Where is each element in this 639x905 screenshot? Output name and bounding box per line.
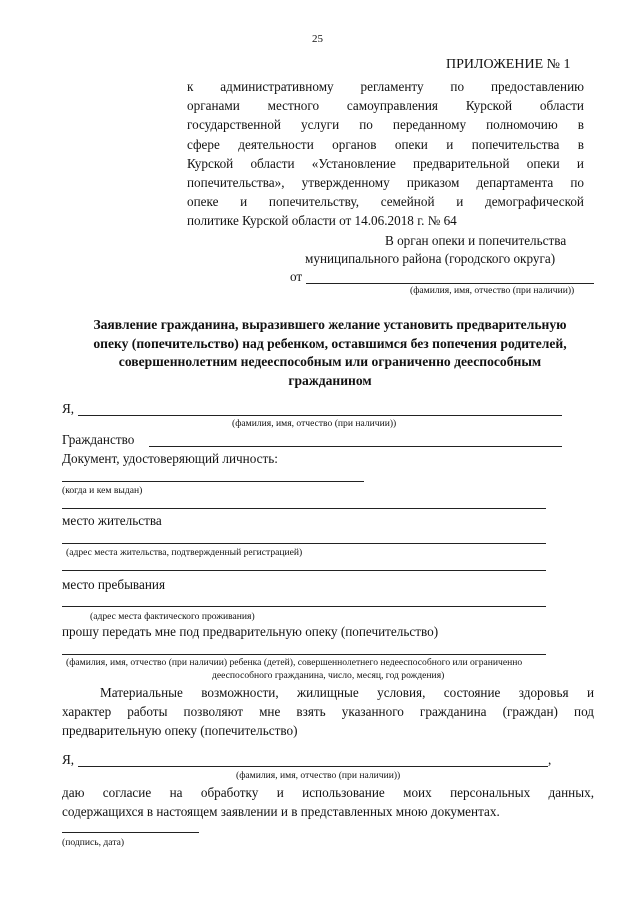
appendix-line: опеке и попечительству, семейной и демографической bbox=[187, 194, 584, 210]
consent-name-field[interactable] bbox=[78, 766, 548, 767]
consent-comma: , bbox=[548, 752, 552, 767]
material-line: предварительную опеку (попечительство) bbox=[62, 723, 298, 739]
ward-field[interactable] bbox=[62, 654, 546, 655]
ward-hint-line1: (фамилия, имя, отчество (при наличии) ребенка (детей), совершеннолетнего недееспособного или ограниченно bbox=[66, 657, 523, 668]
material-line: Материальные возможности, жилищные условия, состояние здоровья и bbox=[100, 685, 594, 700]
applicant-label: Я, bbox=[62, 401, 75, 416]
addressee-line1: В орган опеки и попечительства bbox=[385, 233, 567, 248]
stay-field[interactable] bbox=[62, 606, 546, 607]
ward-hint-line2: дееспособного гражданина, число, месяц, год рождения) bbox=[212, 670, 445, 681]
title-line: Заявление гражданина, выразившего желание установить предварительную bbox=[93, 317, 567, 332]
title-line: опеку (попечительство) над ребенком, оставшимся без попечения родителей, bbox=[93, 335, 567, 351]
signature-hint: (подпись, дата) bbox=[62, 837, 125, 848]
appendix-title: ПРИЛОЖЕНИЕ № 1 bbox=[446, 57, 571, 72]
material-paragraph bbox=[62, 683, 594, 741]
from-label: от bbox=[290, 269, 303, 284]
residence-label: место жительства bbox=[62, 513, 162, 528]
id-document-label: Документ, удостоверяющий личность: bbox=[62, 451, 278, 466]
residence-field-2[interactable] bbox=[62, 570, 546, 571]
residence-field[interactable] bbox=[62, 543, 546, 544]
appendix-line: Курской области «Установление предварительной опеки и bbox=[187, 155, 584, 171]
material-line: характер работы позволяют мне взять указанного гражданина (граждан) под bbox=[62, 704, 594, 720]
citizenship-field[interactable] bbox=[149, 446, 562, 447]
citizenship-label: Гражданство bbox=[62, 432, 135, 447]
id-document-field[interactable] bbox=[62, 481, 364, 482]
appendix-line: сфере деятельности органов опеки и попечительства в bbox=[187, 136, 584, 152]
title-line: совершеннолетним недееспособным или ограниченно дееспособным bbox=[118, 354, 542, 370]
appendix-line: государственной услуги по переданному полномочию в bbox=[187, 117, 584, 133]
consent-name-hint: (фамилия, имя, отчество (при наличии)) bbox=[236, 770, 401, 781]
appendix-line: к административному регламенту по предоставлению bbox=[187, 79, 584, 94]
consent-line: даю согласие на обработку и использование моих персональных данных, bbox=[62, 785, 594, 800]
title-line: гражданином bbox=[288, 372, 372, 388]
addressee-line2: муниципального района (городского округа) bbox=[305, 251, 556, 266]
consent-label: Я, bbox=[62, 752, 75, 767]
consent-paragraph bbox=[62, 783, 594, 821]
applicant-name-field[interactable] bbox=[78, 415, 562, 416]
stay-label: место пребывания bbox=[62, 577, 166, 592]
residence-hint: (адрес места жительства, подтвержденный регистрацией) bbox=[66, 547, 303, 558]
document-title bbox=[40, 316, 620, 390]
appendix-line: органами местного самоуправления Курской области bbox=[187, 98, 584, 114]
consent-line: содержащихся в настоящем заявлении и в представленных мною документах. bbox=[62, 804, 500, 820]
stay-hint: (адрес места фактического проживания) bbox=[90, 611, 255, 622]
from-hint: (фамилия, имя, отчество (при наличии)) bbox=[410, 285, 575, 296]
id-document-field-2[interactable] bbox=[62, 508, 546, 509]
signature-field[interactable] bbox=[62, 832, 199, 833]
from-field[interactable] bbox=[306, 283, 594, 284]
page-number: 25 bbox=[312, 33, 323, 45]
appendix-line: попечительства», утвержденному приказом департамента по bbox=[187, 175, 584, 191]
appendix-line: политике Курской области от 14.06.2018 г. № 64 bbox=[187, 213, 457, 229]
id-document-hint: (когда и кем выдан) bbox=[62, 485, 143, 496]
applicant-name-hint: (фамилия, имя, отчество (при наличии)) bbox=[232, 418, 397, 429]
request-text: прошу передать мне под предварительную опеку (попечительство) bbox=[62, 624, 439, 639]
appendix-text bbox=[187, 77, 584, 231]
